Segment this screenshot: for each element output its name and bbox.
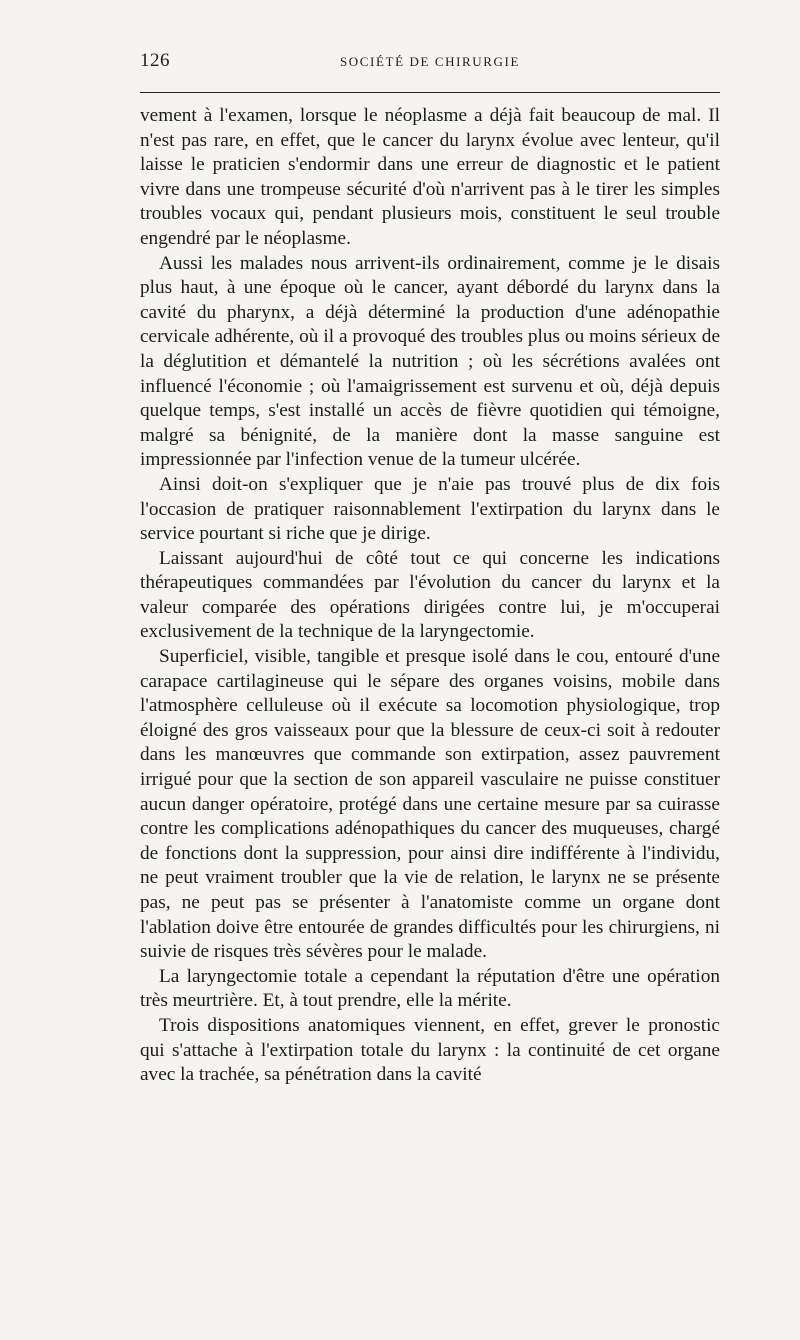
paragraph-6: La laryngectomie totale a cependant la réputation d'être une opération très meurtrière. Et, à tout prendre, elle la mérite. (140, 965, 720, 1012)
running-title: SOCIÉTÉ DE CHIRURGIE (339, 54, 521, 69)
paragraph-7: Trois dispositions anatomiques viennent, en effet, grever le pronostic qui s'attache à l'extirpation totale du larynx : la continuité de cet organe avec la trachée, sa pénétration dans la cavité (140, 1014, 720, 1086)
paragraph-4: Laissant aujourd'hui de côté tout ce qui concerne les indications thérapeutiques commandées par l'évolution du cancer du larynx et la valeur comparée des opérations dirigées contre lui, je m'occuperai exclusivement de la technique de la laryngectomie. (140, 547, 720, 643)
paragraph-5: Superficiel, visible, tangible et presque isolé dans le cou, entouré d'une carapace cartilagineuse qui le sépare des organes voisins, mobile dans l'atmosphère celluleuse où il exécute sa locomotion physiologique, trop éloigné des gros vaisseaux pour que la blessure de ceux-ci soit à redouter dans les manœuvres que commande son extirpation, assez pauvrement irrigué pour que la section de son appareil vasculaire ne puisse constituer aucun danger opératoire, protégé dans une certaine mesure par sa cuirasse contre les complications adénopathiques du cancer des muqueuses, chargé de fonctions dont la suppression, pour ainsi dire indifférente à l'individu, ne peut vraiment troubler que la vie de relation, le larynx ne se présente pas, ne peut pas se présenter à l'anatomiste comme un organe dont l'ablation doive être entourée de grandes difficultés pour les chirurgiens, ni suivie de risques très sévères pour le malade. (140, 646, 720, 963)
page-number: 126 (140, 50, 170, 71)
body-text (140, 104, 720, 1088)
paragraph-3: Ainsi doit-on s'expliquer que je n'aie pas trouvé plus de dix fois l'occasion de pratiquer raisonnablement l'extirpation du larynx dans le service pourtant si riche que je dirige. (140, 473, 720, 545)
paragraph-2: Aussi les malades nous arrivent-ils ordinairement, comme je le disais plus haut, à une époque où le cancer, ayant débordé du larynx dans la cavité du pharynx, a déjà déterminé la production d'une adénopathie cervicale adhérente, où il a provoqué des troubles plus ou moins sérieux de la déglutition et démantelé la nutrition ; où les sécrétions avalées ont influencé l'économie ; où l'amaigrissement est survenu et où, déjà depuis quelque temps, s'est installé un accès de fièvre quotidien qui témoigne, malgré sa bénignité, de la manière dont la masse sanguine est impressionnée par l'infection venue de la tumeur ulcérée. (140, 252, 720, 471)
page-header (140, 50, 720, 80)
paragraph-1: vement à l'examen, lorsque le néoplasme a déjà fait beaucoup de mal. Il n'est pas rare, en effet, que le cancer du larynx évolue avec lenteur, qu'il laisse le praticien s'endormir dans une erreur de diagnostic et le patient vivre dans une trompeuse sécurité d'où n'arrivent pas à le tirer les simples troubles vocaux qui, pendant plusieurs mois, constituent le seul trouble engendré par le néoplasme. (140, 105, 720, 249)
header-rule (140, 92, 720, 93)
